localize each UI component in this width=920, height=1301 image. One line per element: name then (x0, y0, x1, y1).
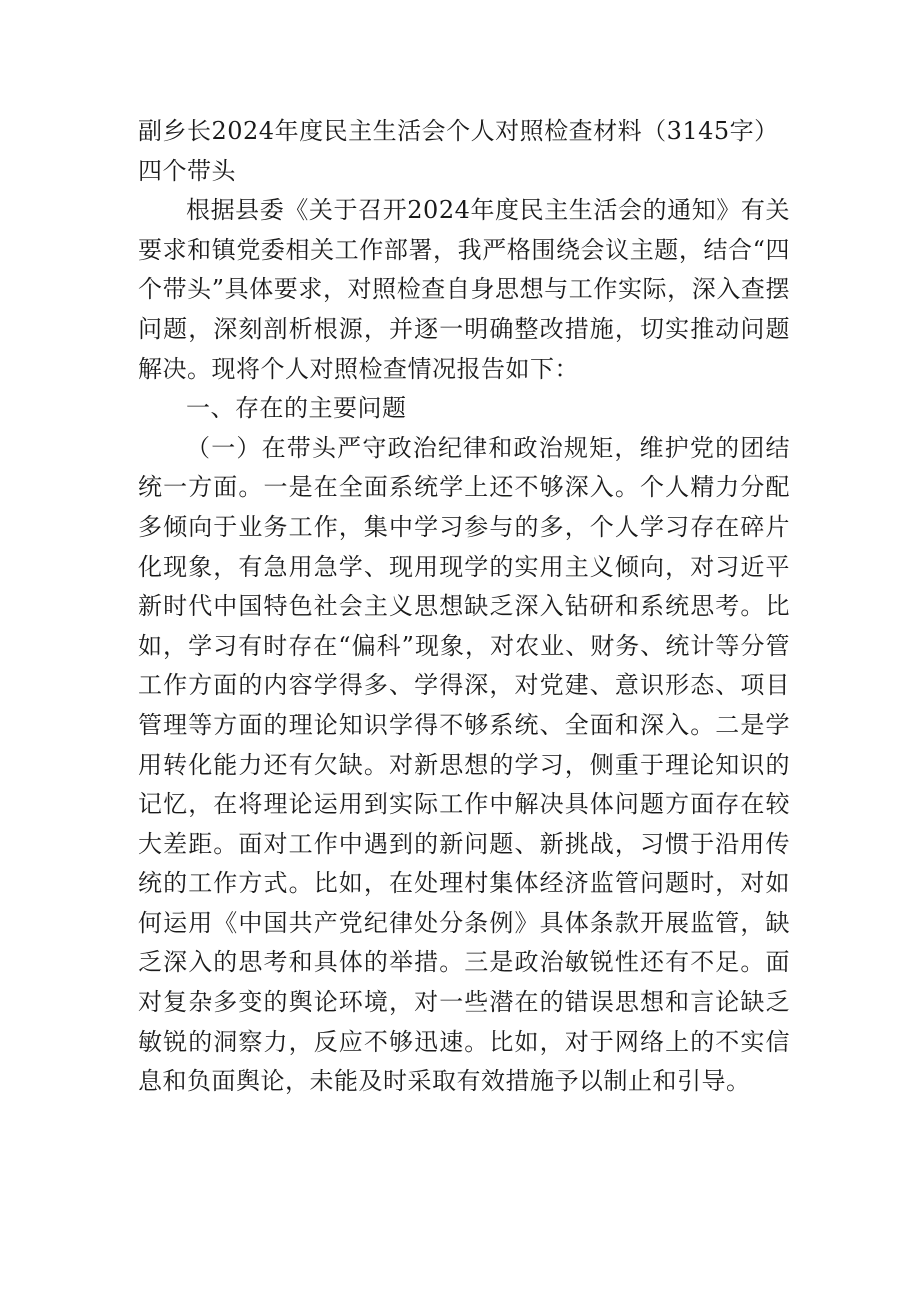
section-paragraph: （一）在带头严守政治纪律和政治规矩，维护党的团结统一方面。一是在全面系统学上还不够深入。个人精力分配多倾向于业务工作，集中学习参与的多，个人学习存在碎片化现象，有急用急学、现用现学的实用主义倾向，对习近平新时代中国特色社会主义思想缺乏深入钻研和系统思考。比如，学习有时存在“偏科”现象，对农业、财务、统计等分管工作方面的内容学得多、学得深，对党建、意识形态、项目管理等方面的理论知识学得不够系统、全面和深入。二是学用转化能力还有欠缺。对新思想的学习，侧重于理论知识的记忆，在将理论运用到实际工作中解决具体问题方面存在较大差距。面对工作中遇到的新问题、新挑战，习惯于沿用传统的工作方式。比如，在处理村集体经济监管问题时，对如何运用《中国共产党纪律处分条例》具体条款开展监管，缺乏深入的思考和具体的举措。三是政治敏锐性还有不足。面对复杂多变的舆论环境，对一些潜在的错误思想和言论缺乏敏锐的洞察力，反应不够迅速。比如，对于网络上的不实信息和负面舆论，未能及时采取有效措施予以制止和引导。 (138, 433, 790, 1096)
document-body (138, 112, 790, 1102)
intro-paragraph: 根据县委《关于召开2024年度民主生活会的通知》有关要求和镇党委相关工作部署，我严格围绕会议主题，结合“四个带头”具体要求，对照检查自身思想与工作实际，深入查摆问题，深刻剖析根源，并逐一明确整改措施，切实推动问题解决。现将个人对照检查情况报告如下： (138, 196, 790, 383)
section-heading: 一、存在的主要问题 (186, 394, 407, 423)
document-title: 副乡长2024年度民主生活会个人对照检查材料（3145字）四个带头 (138, 117, 779, 185)
